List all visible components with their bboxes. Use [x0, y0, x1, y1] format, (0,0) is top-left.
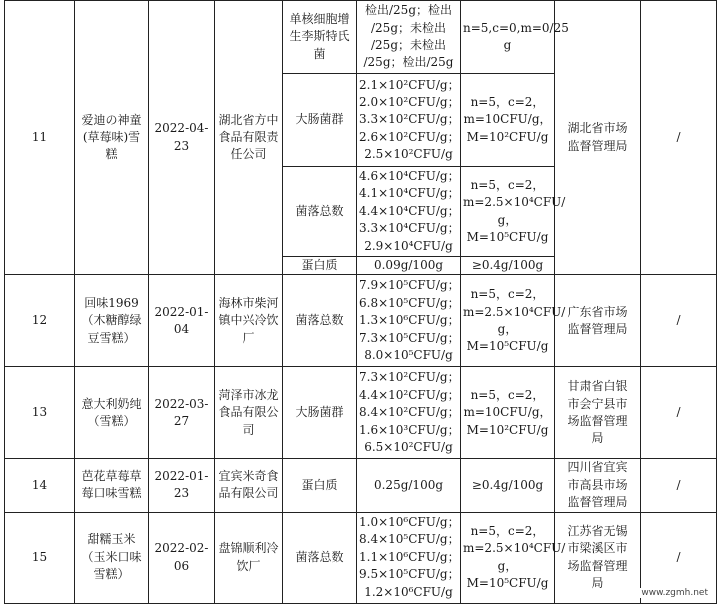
standard-value: n=5，c=2， m=2.5×10⁴CFU/ g， M=10⁵CFU/g	[461, 167, 555, 257]
test-result: 1.0×10⁶CFU/g； 8.4×10⁵CFU/g； 1.1×10⁶CFU/g； 9.5×10⁵CFU/g； 1.2×10⁶CFU/g	[357, 512, 461, 603]
test-item: 蛋白质	[283, 459, 357, 512]
remark: /	[641, 512, 717, 603]
test-result: 7.3×10²CFU/g； 4.4×10²CFU/g； 8.4×10²CFU/g； 1.6×10³CFU/g； 6.5×10²CFU/g	[357, 367, 461, 459]
test-result: 7.9×10⁵CFU/g； 6.8×10⁵CFU/g； 1.3×10⁶CFU/g； 7.3×10⁵CFU/g； 8.0×10⁵CFU/g	[357, 275, 461, 367]
product-name: 意大利奶纯 （雪糕）	[75, 367, 149, 459]
test-item: 大肠菌群	[283, 74, 357, 167]
row-number: 15	[5, 512, 75, 603]
production-date: 2022-02-06	[149, 512, 215, 603]
manufacturer: 菏泽市冰龙 食品有限公 司	[215, 367, 283, 459]
manufacturer: 盘锦顺利冷 饮厂	[215, 512, 283, 603]
standard-value: n=5,c=0,m=0/25 g	[461, 1, 555, 74]
test-item: 大肠菌群	[283, 367, 357, 459]
product-name: 甜糯玉米 （玉米口味 雪糕）	[75, 512, 149, 603]
test-result: 4.6×10⁴CFU/g； 4.1×10⁴CFU/g； 4.4×10⁴CFU/g； 3.3×10⁴CFU/g； 2.9×10⁴CFU/g	[357, 167, 461, 257]
table-row	[5, 1, 717, 74]
standard-value: n=5，c=2， m=2.5×10⁴CFU/ g， M=10⁵CFU/g	[461, 512, 555, 603]
inspecting-authority: 甘肃省白银 市会宁县市 场监督管理 局	[555, 367, 641, 459]
row-number: 13	[5, 367, 75, 459]
inspecting-authority: 广东省市场 监督管理局	[555, 275, 641, 367]
table-row	[5, 512, 717, 603]
test-result: 2.1×10²CFU/g； 2.0×10²CFU/g； 3.3×10²CFU/g； 2.6×10²CFU/g； 2.5×10²CFU/g	[357, 74, 461, 167]
table-row	[5, 367, 717, 459]
manufacturer: 湖北省方中 食品有限责 任公司	[215, 1, 283, 275]
manufacturer: 宜宾米奇食 品有限公司	[215, 459, 283, 512]
remark: /	[641, 1, 717, 275]
test-result: 0.25g/100g	[357, 459, 461, 512]
standard-value: n=5，c=2， m=2.5×10⁴CFU/ g， M=10⁵CFU/g	[461, 275, 555, 367]
inspecting-authority: 江苏省无锡 市梁溪区市 场监督管理 局	[555, 512, 641, 603]
inspection-results-table	[4, 0, 717, 604]
inspecting-authority: 湖北省市场 监督管理局	[555, 1, 641, 275]
test-item: 蛋白质	[283, 257, 357, 275]
standard-value: ≥0.4g/100g	[461, 459, 555, 512]
row-number: 11	[5, 1, 75, 275]
row-number: 14	[5, 459, 75, 512]
table-row	[5, 459, 717, 512]
production-date: 2022-03-27	[149, 367, 215, 459]
test-item: 菌落总数	[283, 167, 357, 257]
product-name: 芭花草莓草 莓口味雪糕	[75, 459, 149, 512]
test-result: 0.09g/100g	[357, 257, 461, 275]
standard-value: n=5，c=2， m=10CFU/g， M=10²CFU/g	[461, 367, 555, 459]
manufacturer: 海林市柴河 镇中兴冷饮 厂	[215, 275, 283, 367]
product-name: 回味1969 （木糖醇绿 豆雪糕）	[75, 275, 149, 367]
remark: /	[641, 275, 717, 367]
product-name: 爱迪の神童 (草莓味)雪 糕	[75, 1, 149, 275]
test-item: 单核细胞增 生李斯特氏 菌	[283, 1, 357, 74]
standard-value: n=5，c=2， m=10CFU/g， M=10²CFU/g	[461, 74, 555, 167]
remark: /	[641, 459, 717, 512]
production-date: 2022-04-23	[149, 1, 215, 275]
production-date: 2022-01-23	[149, 459, 215, 512]
test-item: 菌落总数	[283, 275, 357, 367]
standard-value: ≥0.4g/100g	[461, 257, 555, 275]
test-item: 菌落总数	[283, 512, 357, 603]
row-number: 12	[5, 275, 75, 367]
table-row	[5, 275, 717, 367]
remark: /	[641, 367, 717, 459]
watermark: www.zgmh.net	[637, 588, 712, 598]
production-date: 2022-01-04	[149, 275, 215, 367]
test-result: 检出/25g；检出 /25g；未检出 /25g；未检出 /25g；检出/25g	[357, 1, 461, 74]
inspecting-authority: 四川省宜宾 市高县市场 监督管理局	[555, 459, 641, 512]
